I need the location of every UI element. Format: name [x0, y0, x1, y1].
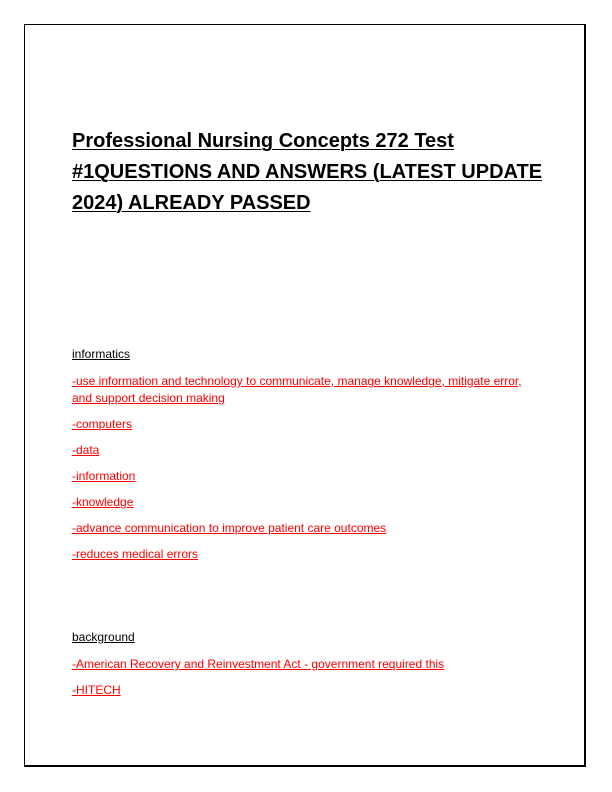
answer-item: -advance communication to improve patient care outcomes — [72, 521, 387, 535]
answer-item: -HITECH — [72, 683, 121, 697]
answer-item: -American Recovery and Reinvestment Act - government required this — [72, 657, 445, 671]
document-title: Professional Nursing Concepts 272 Test #1QUESTIONS AND ANSWERS (LATEST UPDATE 2024) ALREADY PASSED — [72, 130, 543, 214]
section-background — [72, 630, 542, 708]
answer-item: -information — [72, 469, 136, 483]
answer-list-informatics — [72, 373, 542, 563]
answer-list-background — [72, 656, 542, 699]
answer-item: -knowledge — [72, 495, 134, 509]
answer-item: -use information and technology to communicate, manage knowledge, mitigate error, and support decision making — [72, 374, 522, 405]
answer-item: -computers — [72, 417, 133, 431]
section-heading-background: background — [72, 630, 135, 644]
answer-item: -data — [72, 443, 100, 457]
section-heading-informatics: informatics — [72, 347, 131, 361]
answer-item: -reduces medical errors — [72, 547, 199, 561]
section-informatics — [72, 347, 542, 572]
